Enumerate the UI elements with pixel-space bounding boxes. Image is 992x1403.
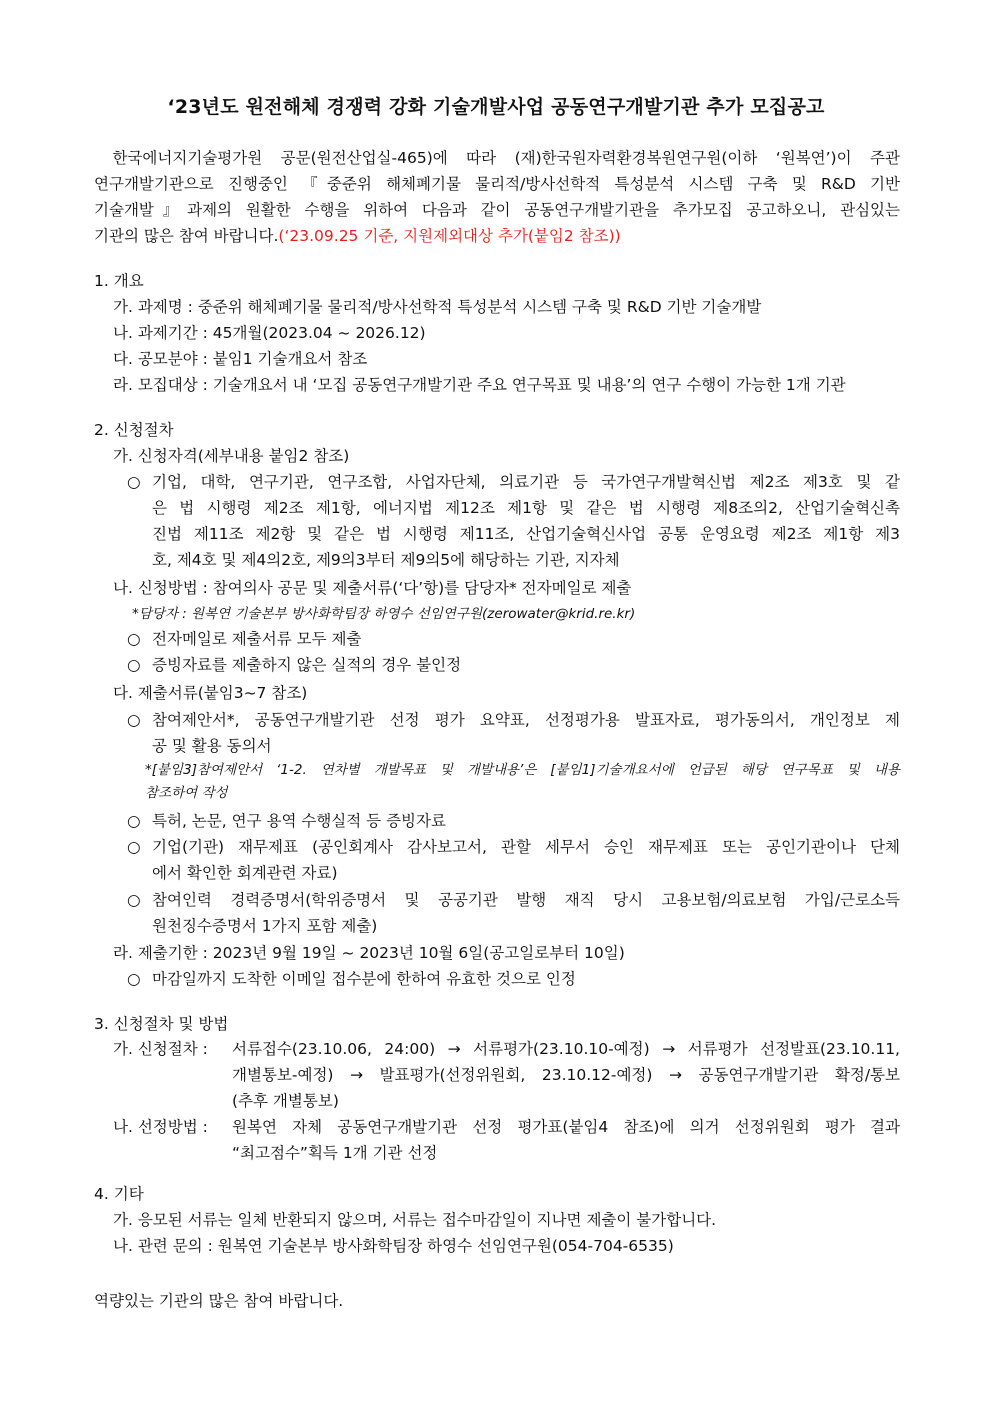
- s3a-line-3: (추후 개별통보): [232, 1092, 339, 1110]
- s2c1-line-1: 참여제안서*, 공동연구개발기관 선정 평가 요약표, 선정평가용 발표자료, 평가동의서, 개인정보 제: [152, 711, 900, 729]
- s2c3-line-1: 기업(기관) 재무제표 (공인회계사 감사보고서, 관할 세무서 승인 재무제표 또는 공인기관이나 단체: [152, 838, 900, 856]
- intro-text-1: 한국에너지기술평가원 공문(원전산업실-465)에 따라 (재)한국원자력환경복원연구원(이하 ‘원복연’)이 주관: [112, 149, 900, 167]
- s2b-bullet-1: 전자메일로 제출서류 모두 제출: [152, 630, 362, 648]
- s1-item-a: 가. 과제명 : 중준위 해체폐기물 물리적/방사선학적 특성분석 시스템 구축 및 R&D 기반 기술개발: [113, 298, 762, 316]
- section-3-heading: 3. 신청절차 및 방법: [94, 1015, 229, 1033]
- s3b-line-2: “최고점수”획득 1개 기관 선정: [232, 1144, 438, 1162]
- bullet-icon: ○: [127, 473, 141, 491]
- s3b-line-1: 원복연 자체 공동연구개발기관 선정 평가표(붙임4 참조)에 의거 선정위원회 평가 결과: [232, 1118, 900, 1136]
- intro-text-4: 기관의 많은 참여 바랍니다.: [94, 227, 279, 245]
- bullet-icon: ○: [127, 838, 141, 856]
- intro-line-1: [94, 145, 900, 171]
- s2a-line-4: 호, 제4호 및 제4의2호, 제9의3부터 제9의5에 해당하는 기관, 지자체: [152, 551, 620, 569]
- s2c2-line: 특허, 논문, 연구 용역 수행실적 등 증빙자료: [152, 812, 446, 830]
- s2b-bullet-2: 증빙자료를 제출하지 않은 실적의 경우 불인정: [152, 656, 462, 674]
- closing-text: 역량있는 기관의 많은 참여 바랍니다.: [94, 1292, 344, 1310]
- s3-label-a: 가. 신청절차 :: [113, 1040, 208, 1058]
- s1-item-d: 라. 모집대상 : 기술개요서 내 ‘모집 공동연구개발기관 주요 연구목표 및 내용’의 연구 수행이 가능한 1개 기관: [113, 376, 846, 394]
- section-1-heading: 1. 개요: [94, 272, 144, 290]
- s2-item-b: 나. 신청방법 : 참여의사 공문 및 제출서류(‘다’항)를 담당자* 전자메일로 제출: [113, 579, 632, 597]
- s2a-line-2: 은 법 시행령 제2조 제1항, 에너지법 제12조 제1항 및 같은 법 시행령 제8조의2, 산업기술혁신촉: [152, 499, 900, 517]
- s2-item-c: 다. 제출서류(붙임3~7 참조): [113, 684, 308, 702]
- s2a-line-3: 진법 제11조 제2항 및 같은 법 시행령 제11조, 산업기술혁신사업 공통 운영요령 제2조 제1항 제3: [152, 525, 900, 543]
- s2b-contact-note: *담당자 : 원복연 기술본부 방사화학팀장 하영수 선임연구원(zerowater@krid.re.kr): [132, 606, 636, 622]
- s2-item-d: 라. 제출기한 : 2023년 9월 19일 ~ 2023년 10월 6일(공고일로부터 10일): [113, 944, 625, 962]
- bullet-icon: ○: [127, 970, 141, 988]
- s1-item-b: 나. 과제기간 : 45개월(2023.04 ~ 2026.12): [113, 324, 426, 342]
- s4-item-a: 가. 응모된 서류는 일체 반환되지 않으며, 서류는 접수마감일이 지나면 제출이 불가합니다.: [113, 1211, 717, 1229]
- intro-red-note: (‘23.09.25 기준, 지원제외대상 추가(붙임2 참조)): [278, 227, 621, 245]
- s2c1-note-2: 참조하여 작성: [145, 785, 228, 801]
- page-title: ‘23년도 원전해체 경쟁력 강화 기술개발사업 공동연구개발기관 추가 모집공고: [167, 96, 825, 118]
- s2d-bullet: 마감일까지 도착한 이메일 접수분에 한하여 유효한 것으로 인정: [152, 970, 576, 988]
- s2c4-line-2: 원천징수증명서 1가지 포함 제출): [152, 917, 378, 935]
- bullet-icon: ○: [127, 630, 141, 648]
- s2c1-note-1: *[붙임3]참여제안서 ‘1-2. 연차별 개발목표 및 개발내용’은 [붙임1]기술개요서에 언급된 해당 연구목표 및 내용: [145, 762, 900, 778]
- intro-line-2: 연구개발기관으로 진행중인 『중준위 해체폐기물 물리적/방사선학적 특성분석 시스템 구축 및 R&D 기반: [94, 175, 900, 193]
- s3a-line-1: 서류접수(23.10.06, 24:00) → 서류평가(23.10.10-예정) → 서류평가 선정발표(23.10.11,: [232, 1040, 900, 1058]
- s1-item-c: 다. 공모분야 : 붙임1 기술개요서 참조: [113, 350, 368, 368]
- bullet-icon: ○: [127, 656, 141, 674]
- s2-item-a: 가. 신청자격(세부내용 붙임2 참조): [113, 447, 350, 465]
- s2c3-line-2: 에서 확인한 회계관련 자료): [152, 864, 338, 882]
- s2a-line-1: 기업, 대학, 연구기관, 연구조합, 사업자단체, 의료기관 등 국가연구개발혁신법 제2조 제3호 및 같: [152, 473, 900, 491]
- s2c1-line-2: 공 및 활용 동의서: [152, 737, 272, 755]
- intro-line-4: [94, 223, 621, 249]
- s2c4-line-1: 참여인력 경력증명서(학위증명서 및 공공기관 발행 재직 당시 고용보험/의료보험 가입/근로소득: [152, 891, 900, 909]
- bullet-icon: ○: [127, 812, 141, 830]
- intro-line-3: 기술개발』과제의 원활한 수행을 위하여 다음과 같이 공동연구개발기관을 추가모집 공고하오니, 관심있는: [94, 201, 900, 219]
- s3a-line-2: 개별통보-예정) → 발표평가(선정위원회, 23.10.12-예정) → 공동연구개발기관 확정/통보: [232, 1066, 900, 1084]
- section-4-heading: 4. 기타: [94, 1185, 144, 1203]
- s4-item-b: 나. 관련 문의 : 원복연 기술본부 방사화학팀장 하영수 선임연구원(054-704-6535): [113, 1237, 674, 1255]
- bullet-icon: ○: [127, 891, 141, 909]
- s3-label-b: 나. 선정방법 :: [113, 1118, 208, 1136]
- section-2-heading: 2. 신청절차: [94, 421, 174, 439]
- bullet-icon: ○: [127, 711, 141, 729]
